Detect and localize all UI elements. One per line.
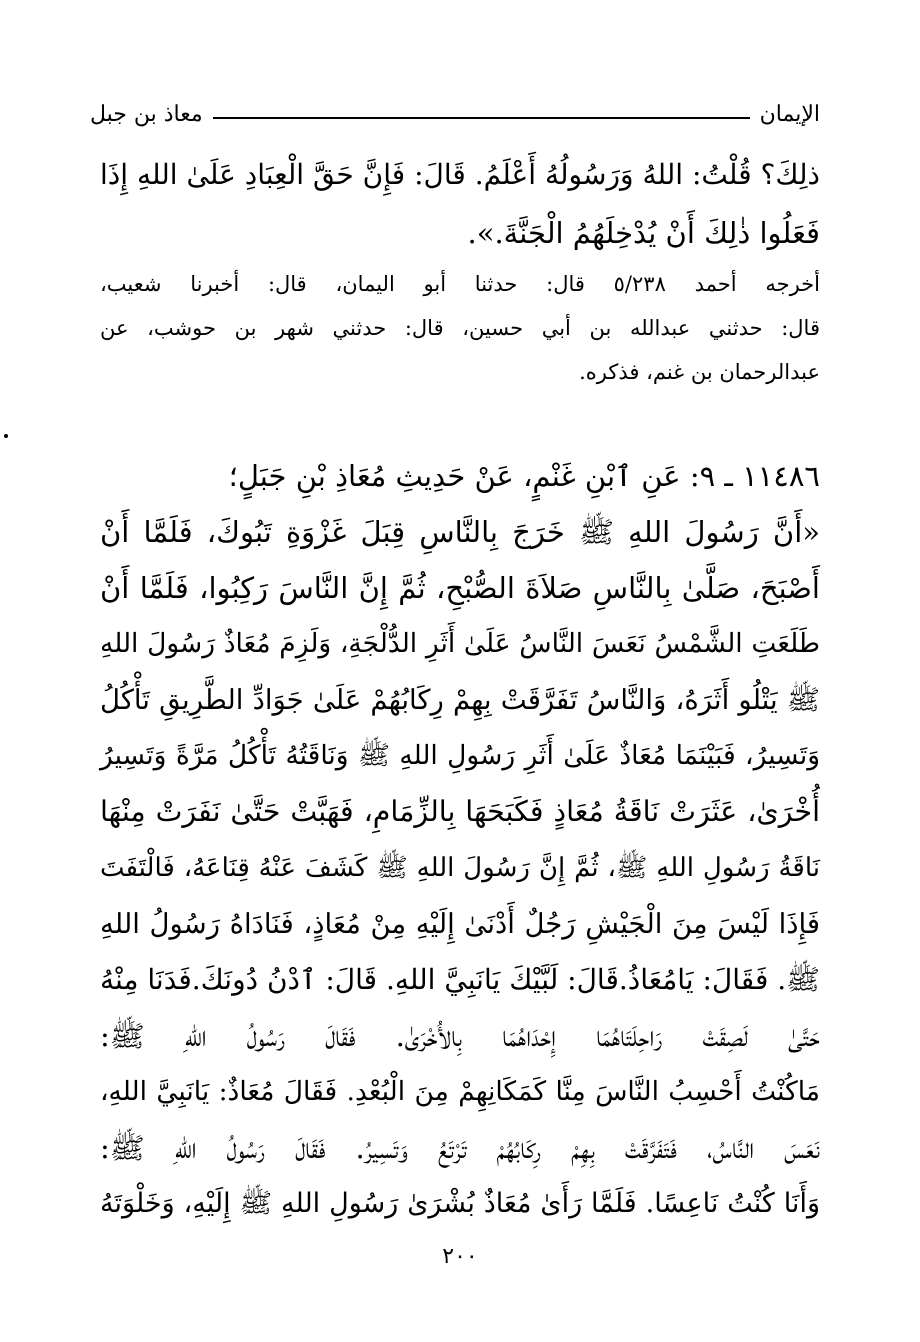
text-line: حَتَّىٰ لَصِقَتْ رَاحِلَتَاهُمَا إِحْدَاهُمَا بِالأُخْرَىٰ. فَقَالَ رَسُولُ اللهِ ﷺ:: [100, 1019, 820, 1053]
text-line: عبدالرحمان بن غنم، فذكره.: [579, 360, 820, 384]
text-line: مَاكُنْتُ أَحْسِبُ النَّاسَ مِنَّا كَمَكَانِهِمْ مِنَ الْبُعْدِ. فَقَالَ مُعَاذٌ: يَانَبِيَّ اللهِ،: [100, 1076, 820, 1107]
text-line: ذلِكَ؟ قُلْتُ: اللهُ وَرَسُولُهُ أَعْلَمُ. قَالَ: فَإِنَّ حَقَّ الْعِبَادِ عَلَىٰ اللهِ إِذَا: [100, 158, 820, 191]
text-line: فَعَلُوا ذٰلِكَ أَنْ يُدْخِلَهُمُ الْجَنَّةَ.».: [467, 216, 820, 250]
scan-speck: [4, 434, 8, 438]
chapter-title: الإيمان: [759, 101, 820, 127]
hadith-main: [100, 448, 820, 1232]
text-line: أُخْرَىٰ، عَثَرَتْ نَاقَةُ مُعَاذٍ فَكَبَحَهَا بِالزِّمَامِ، فَهَبَّتْ حَتَّىٰ نَفَرَتْ مِنْهَا: [100, 795, 820, 828]
text-line: قال: حدثني عبدالله بن أبي حسين، قال: حدثني شهر بن حوشب، عن: [100, 316, 820, 340]
text-line: نَعَسَ النَّاسُ، فَتَفَرَّقَتْ بِهِمْ رِكَابُهُمْ تَرْتَعُ وَتَسِيرُ. فَقَالَ رَسُولُ اللهِ ﷺ:: [100, 1131, 820, 1165]
text-line: أَصْبَحَ، صَلَّىٰ بِالنَّاسِ صَلاَةَ الصُّبْحِ، ثُمَّ إِنَّ النَّاسَ رَكِبُوا، فَلَمَّا أَنْ: [100, 571, 820, 605]
text-line: «أَنَّ رَسُولَ اللهِ ﷺ خَرَجَ بِالنَّاسِ قِبَلَ غَزْوَةِ تَبُوكَ، فَلَمَّا أَنْ: [100, 515, 820, 549]
hadith-continuation: [100, 146, 820, 262]
text-line: طَلَعَتِ الشَّمْسُ نَعَسَ النَّاسُ عَلَىٰ أَثَرِ الدُّلْجَةِ، وَلَزِمَ مُعَاذٌ رَسُولَ اللهِ: [100, 628, 820, 659]
text-line: ﷺ يَتْلُو أَثَرَهُ، وَالنَّاسُ تَفَرَّقَتْ بِهِمْ رِكَابُهُمْ عَلَىٰ جَوَادِّ الطَّرِيقِ تَأْكُلُ: [100, 684, 820, 716]
section-title: معاذ بن جبل: [90, 101, 203, 127]
page-number: ٢٠٠: [442, 1244, 478, 1269]
text-line: أخرجه أحمد ٥/٢٣٨ قال: حدثنا أبو اليمان، قال: أخبرنا شعيب،: [100, 272, 820, 296]
running-header: [90, 94, 820, 134]
hadith-heading-line: ١١٤٨٦ ـ ٩: عَنِ ٱبْنِ غَنْمٍ، عَنْ حَدِيثِ مُعَاذِ بْنِ جَبَلٍ؛: [228, 459, 820, 493]
text-line: فَإِذَا لَيْسَ مِنَ الْجَيْشِ رَجُلٌ أَدْنَىٰ إِلَيْهِ مِنْ مُعَاذٍ، فَنَادَاهُ رَسُولُ اللهِ: [100, 908, 820, 940]
text-line: نَاقَةُ رَسُولِ اللهِ ﷺ، ثُمَّ إِنَّ رَسُولَ اللهِ ﷺ كَشَفَ عَنْهُ قِنَاعَهُ، فَالْتَفَتَ: [100, 853, 820, 883]
header-rule: [213, 117, 750, 119]
text-line: وَتَسِيرُ، فَبَيْنَمَا مُعَاذٌ عَلَىٰ أَثَرِ رَسُولِ اللهِ ﷺ وَنَاقَتُهُ تَأْكُلُ مَرَّةً وَتَسِيرُ: [100, 740, 820, 771]
takhrij-note: [100, 262, 820, 394]
text-line: ﷺ. فَقَالَ: يَامُعَاذُ.قَالَ: لَبَّيْكَ يَانَبِيَّ اللهِ. قَالَ: ٱدْنُ دُونَكَ.فَدَنَا مِنْهُ: [100, 963, 820, 996]
text-line: وَأَنَا كُنْتُ نَاعِسًا. فَلَمَّا رَأَىٰ مُعَاذٌ بُشْرَىٰ رَسُولِ اللهِ ﷺ إِلَيْهِ، وَخَلْوَتَهُ: [100, 1188, 820, 1219]
